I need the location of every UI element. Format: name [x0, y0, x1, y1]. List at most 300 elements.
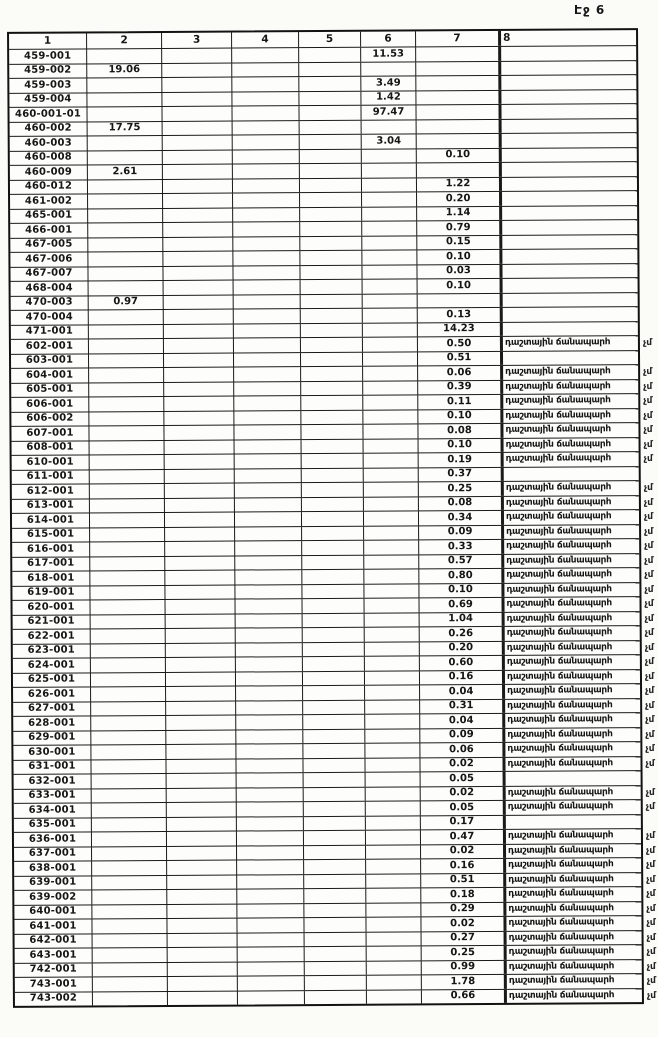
col3-cell: [166, 687, 236, 701]
col2-value: [90, 469, 165, 483]
col4-cell: [237, 831, 304, 845]
col4-cell: [233, 135, 300, 149]
land-use-label: դաշտային ճանապարհ: [507, 786, 614, 798]
col2-value: [88, 194, 163, 208]
col6-value: [365, 656, 420, 670]
col3-cell: [166, 672, 236, 686]
col7-value: 0.50: [418, 337, 503, 351]
col6-value: [366, 787, 421, 801]
col3-cell: [163, 208, 233, 222]
margin-note: չմ: [645, 685, 655, 697]
col6-value: [363, 308, 418, 322]
col6-value: [367, 946, 422, 960]
margin-note: չմ: [646, 859, 656, 871]
col7-value: 0.06: [420, 743, 505, 757]
col4-cell: [235, 585, 302, 599]
parcel-code: 607-001: [11, 426, 89, 440]
parcel-code: 627-001: [13, 702, 91, 716]
col4-cell: [237, 846, 304, 860]
col2-value: [92, 904, 167, 918]
col3-cell: [162, 92, 232, 106]
land-use-label: դաշտային ճանապարհ: [506, 671, 613, 682]
col7-value: [417, 119, 502, 133]
land-use-label: [501, 75, 636, 89]
parcel-code: 626-001: [13, 687, 91, 701]
col3-cell: [167, 919, 237, 933]
col5-cell: [300, 222, 362, 236]
parcel-code: 467-006: [10, 252, 88, 266]
parcel-code: 643-001: [15, 948, 93, 962]
col4-cell: [237, 802, 304, 816]
col2-value: [90, 527, 165, 541]
col6-value: 97.47: [361, 105, 416, 119]
col2-value: [92, 788, 167, 802]
margin-note: չմ: [643, 497, 654, 508]
col2-value: 19.06: [87, 63, 162, 77]
margin-note: չմ: [644, 627, 654, 639]
margin-note: չմ: [644, 642, 654, 653]
col7-value: 0.51: [421, 873, 506, 887]
col2-value: [89, 411, 164, 425]
col7-value: 1.04: [420, 612, 505, 626]
col3-cell: [167, 774, 237, 788]
col4-cell: [236, 730, 303, 744]
land-use-label: դաշտային ճանապարհ: [505, 410, 611, 421]
col6-value: [365, 729, 420, 743]
col4-cell: [237, 904, 304, 918]
col7-value: 0.69: [419, 598, 504, 612]
col4-cell: [237, 889, 304, 903]
col7-value: 0.20: [420, 641, 505, 655]
margin-note: չմ: [643, 410, 653, 421]
col4-cell: [236, 657, 303, 671]
col2-value: [89, 281, 164, 295]
land-use-label: [506, 815, 641, 829]
col3-cell: [166, 759, 236, 773]
col2-value: [88, 179, 163, 193]
col6-value: [367, 961, 422, 975]
col6-value: [365, 714, 420, 728]
col5-cell: [302, 439, 364, 453]
col5-cell: [305, 961, 367, 975]
parcel-code: 628-001: [13, 716, 91, 730]
land-use-label: [502, 206, 637, 220]
col7-value: 0.99: [422, 960, 507, 974]
land-use-label: դաշտային ճանապարհ: [505, 381, 611, 392]
margin-note: չմ: [643, 439, 653, 450]
col5-cell: [305, 932, 367, 946]
col3-cell: [163, 194, 233, 208]
col2-value: 2.61: [88, 165, 163, 179]
margin-note: չմ: [645, 758, 655, 769]
col5-cell: [300, 164, 362, 178]
col6-value: [362, 120, 417, 134]
col7-value: 0.47: [421, 830, 506, 844]
col2-value: [88, 150, 163, 164]
col6-value: [363, 424, 418, 438]
land-use-label: դաշտային ճանապարհ: [507, 801, 614, 813]
col7-value: 0.05: [421, 772, 506, 786]
col7-value: 0.57: [419, 554, 504, 568]
land-use-label: դաշտային ճանապարհ: [506, 613, 612, 624]
land-use-label: [503, 351, 638, 365]
parcel-code: 468-004: [11, 281, 89, 295]
parcel-code: 621-001: [13, 615, 91, 629]
col6-value: [365, 700, 420, 714]
land-use-label: դաշտային ճանապարհ: [505, 511, 612, 523]
col7-value: 0.02: [420, 757, 505, 771]
col7-value: 0.02: [421, 844, 506, 858]
land-use-label: դաշտային ճանապարհ: [508, 931, 614, 943]
land-use-label: դաշտային ճանապարհ: [508, 946, 615, 958]
col4-cell: [237, 788, 304, 802]
col4-cell: [234, 411, 301, 425]
col4-cell: [235, 454, 302, 468]
col5-cell: [304, 802, 366, 816]
col5-cell: [303, 744, 365, 758]
col2-value: [90, 455, 165, 469]
col7-value: 0.34: [419, 511, 504, 525]
parcel-code: 618-001: [12, 571, 90, 585]
col5-cell: [302, 584, 364, 598]
col7-value: 0.26: [420, 627, 505, 641]
margin-note: չմ: [643, 454, 653, 465]
col3-cell: [165, 556, 235, 570]
parcel-code: 470-004: [11, 310, 89, 324]
parcel-code: 613-001: [12, 499, 90, 513]
col4-cell: [234, 295, 301, 309]
parcel-code: 460-008: [10, 151, 88, 165]
col7-value: 0.13: [418, 308, 503, 322]
land-use-label: դաշտային ճանապարհ: [507, 830, 614, 842]
margin-note: չմ: [644, 584, 654, 595]
col2-value: [92, 875, 167, 889]
parcel-code: 610-001: [12, 455, 90, 469]
land-use-label: դաշտային ճանապարհ: [507, 714, 613, 726]
col3-cell: [164, 310, 234, 324]
col6-value: [364, 569, 419, 583]
margin-note: չմ: [644, 569, 654, 581]
col5-cell: [303, 700, 365, 714]
col7-value: 0.33: [419, 540, 504, 554]
col7-value: 0.60: [420, 656, 505, 670]
land-use-label: դաշտային ճանապարհ: [506, 598, 612, 610]
land-use-label: [502, 264, 637, 278]
col3-cell: [164, 426, 234, 440]
col3-cell: [167, 817, 237, 831]
col6-value: [364, 497, 419, 511]
col7-value: 0.16: [420, 670, 505, 684]
col4-cell: [232, 63, 299, 77]
col4-cell: [237, 918, 304, 932]
land-use-label: դաշտային ճանապարհ: [505, 395, 611, 407]
col2-value: [88, 266, 163, 280]
land-use-label: դաշտային ճանապարհ: [505, 453, 612, 465]
col2-value: [89, 310, 164, 324]
parcel-code: 632-001: [14, 774, 92, 788]
col4-cell: [232, 106, 299, 120]
col3-cell: [167, 890, 237, 904]
land-use-label: դաշտային ճանապարհ: [508, 975, 615, 987]
col5-cell: [299, 62, 361, 76]
col5-cell: [302, 599, 364, 613]
land-use-label: [503, 322, 638, 336]
land-use-label: դաշտային ճանապարհ: [508, 873, 614, 885]
col2-value: [90, 600, 165, 614]
col3-cell: [166, 658, 236, 672]
parcel-code: 611-001: [12, 470, 90, 484]
parcel-data-table: [7, 28, 657, 1008]
parcel-code: 630-001: [13, 745, 91, 759]
col5-cell: [301, 323, 363, 337]
column-header-4: 4: [232, 32, 299, 47]
parcel-code: 460-002: [10, 122, 88, 136]
col6-value: [367, 975, 422, 989]
col3-cell: [165, 513, 235, 527]
col3-cell: [162, 78, 232, 92]
col2-value: [91, 614, 166, 628]
col4-cell: [233, 237, 300, 251]
col5-cell: [300, 207, 362, 221]
land-use-label: [502, 162, 637, 176]
col4-cell: [236, 744, 303, 758]
land-use-label: դաշտային ճանապարհ: [506, 584, 612, 595]
col6-value: [362, 178, 417, 192]
parcel-code: 743-001: [15, 977, 93, 991]
col4-cell: [233, 222, 300, 236]
col3-cell: [165, 527, 235, 541]
margin-note: չմ: [646, 946, 656, 958]
col7-value: 1.78: [422, 975, 507, 989]
col4-cell: [238, 947, 305, 961]
col2-value: [91, 745, 166, 759]
parcel-code: 640-001: [14, 905, 92, 919]
col2-value: [89, 426, 164, 440]
col4-cell: [236, 643, 303, 657]
col5-cell: [300, 251, 362, 265]
col4-cell: [238, 962, 305, 976]
col3-cell: [163, 136, 233, 150]
col3-cell: [168, 977, 238, 991]
margin-note: չմ: [643, 396, 653, 407]
col6-value: [365, 642, 420, 656]
col2-value: [92, 817, 167, 831]
parcel-code: 620-001: [13, 600, 91, 614]
col5-cell: [301, 352, 363, 366]
col3-cell: [164, 295, 234, 309]
col3-cell: [166, 716, 236, 730]
parcel-code: 637-001: [14, 847, 92, 861]
col5-cell: [303, 628, 365, 642]
margin-note: չմ: [644, 540, 654, 552]
col2-value: [90, 542, 165, 556]
col2-value: [92, 846, 167, 860]
col2-value: [89, 324, 164, 338]
col4-cell: [234, 324, 301, 338]
col7-value: [418, 293, 503, 307]
col5-cell: [302, 483, 364, 497]
col2-value: [89, 353, 164, 367]
col4-cell: [235, 512, 302, 526]
col5-cell: [303, 613, 365, 627]
parcel-code: 622-001: [13, 629, 91, 643]
land-use-label: [504, 467, 639, 481]
land-use-label: դաշտային ճանապարհ: [506, 540, 612, 552]
col5-cell: [304, 787, 366, 801]
col3-cell: [165, 571, 235, 585]
col6-value: [362, 236, 417, 250]
col6-value: [365, 671, 420, 685]
land-use-label: [502, 191, 637, 205]
col6-value: [365, 743, 420, 757]
parcel-code: 606-001: [11, 397, 89, 411]
parcel-code: 460-001-01: [9, 107, 87, 121]
col4-cell: [233, 179, 300, 193]
col3-cell: [163, 179, 233, 193]
col3-cell: [167, 861, 237, 875]
col4-cell: [234, 309, 301, 323]
parcel-code: 460-012: [10, 180, 88, 194]
parcel-code: 634-001: [14, 803, 92, 817]
table-tilt-wrapper: [7, 28, 657, 1008]
parcel-code: 631-001: [13, 760, 91, 774]
parcel-code: 459-003: [9, 78, 87, 92]
col3-cell: [165, 469, 235, 483]
col5-cell: [304, 874, 366, 888]
col6-value: [364, 598, 419, 612]
col2-value: 17.75: [88, 121, 163, 135]
col7-value: 0.31: [420, 699, 505, 713]
col7-value: 0.51: [418, 351, 503, 365]
col4-cell: [234, 353, 301, 367]
land-use-label: [501, 61, 636, 75]
col5-cell: [302, 570, 364, 584]
col5-cell: [300, 193, 362, 207]
col3-cell: [164, 368, 234, 382]
col3-cell: [163, 266, 233, 280]
col4-cell: [238, 976, 305, 990]
col6-value: [363, 410, 418, 424]
col3-cell: [166, 701, 236, 715]
col5-cell: [299, 106, 361, 120]
col6-value: [363, 352, 418, 366]
col5-cell: [302, 497, 364, 511]
col2-value: [88, 237, 163, 251]
col4-cell: [235, 527, 302, 541]
col2-value: [91, 716, 166, 730]
col6-value: [363, 381, 418, 395]
col6-value: [365, 627, 420, 641]
land-use-label: [503, 278, 638, 292]
col4-cell: [235, 440, 302, 454]
margin-note: չմ: [646, 874, 656, 885]
col4-cell: [236, 701, 303, 715]
parcel-code: 623-001: [13, 644, 91, 658]
col7-value: 0.10: [419, 583, 504, 597]
margin-note: չմ: [644, 555, 654, 566]
col7-value: 0.04: [420, 714, 505, 728]
col3-cell: [164, 397, 234, 411]
col2-value: [91, 658, 166, 672]
col4-cell: [236, 759, 303, 773]
col2-value: [90, 498, 165, 512]
parcel-code: 636-001: [14, 832, 92, 846]
col6-value: [363, 395, 418, 409]
col5-cell: [303, 729, 365, 743]
land-use-label: դաշտային ճանապարհ: [508, 917, 614, 929]
col7-value: 1.22: [417, 177, 502, 191]
col2-value: [88, 252, 163, 266]
col7-value: [416, 90, 501, 104]
land-use-label: դաշտային ճանապարհ: [505, 424, 611, 436]
col4-cell: [232, 77, 299, 91]
parcel-code: 470-003: [11, 296, 89, 310]
col7-value: 0.29: [421, 902, 506, 916]
col6-value: [363, 337, 418, 351]
margin-note: չմ: [643, 367, 653, 378]
col7-value: [416, 47, 501, 61]
col7-value: 0.15: [417, 235, 502, 249]
col6-value: [362, 265, 417, 279]
col4-cell: [237, 817, 304, 831]
col3-cell: [165, 600, 235, 614]
col2-value: [91, 672, 166, 686]
land-use-label: [501, 46, 636, 60]
col6-value: 3.49: [361, 76, 416, 90]
col3-cell: [164, 411, 234, 425]
col5-cell: [303, 642, 365, 656]
parcel-code: 608-001: [12, 441, 90, 455]
col4-cell: [238, 991, 305, 1005]
col5-cell: [303, 758, 365, 772]
land-use-label: [502, 148, 637, 162]
col5-cell: [302, 512, 364, 526]
margin-note: չմ: [646, 888, 656, 900]
col6-value: [362, 250, 417, 264]
col6-value: [366, 830, 421, 844]
col5-cell: [301, 367, 363, 381]
parcel-code: 467-005: [10, 238, 88, 252]
col7-value: [416, 76, 501, 90]
col3-cell: [166, 643, 236, 657]
col3-cell: [164, 339, 234, 353]
col7-value: 0.04: [420, 685, 505, 699]
land-use-label: [501, 90, 636, 104]
parcel-code: 639-002: [14, 890, 92, 904]
col4-cell: [235, 541, 302, 555]
column-header-8: 8: [503, 32, 511, 45]
col2-value: [87, 78, 162, 92]
land-use-label: դաշտային ճանապարհ: [508, 844, 614, 856]
page-number-label: Էջ 6: [574, 3, 606, 17]
margin-note: չմ: [642, 338, 653, 349]
col3-cell: [163, 223, 233, 237]
col2-value: [89, 368, 164, 382]
col7-value: 1.14: [417, 206, 502, 220]
col3-cell: [165, 498, 235, 512]
col4-cell: [234, 280, 301, 294]
col5-cell: [300, 178, 362, 192]
col4-cell: [233, 208, 300, 222]
parcel-code: 642-001: [15, 934, 93, 948]
col2-value: [89, 397, 164, 411]
col6-value: [366, 801, 421, 815]
col5-cell: [304, 860, 366, 874]
col3-cell: [164, 382, 234, 396]
col4-cell: [235, 498, 302, 512]
col5-cell: [303, 686, 365, 700]
margin-note: չմ: [644, 656, 655, 668]
